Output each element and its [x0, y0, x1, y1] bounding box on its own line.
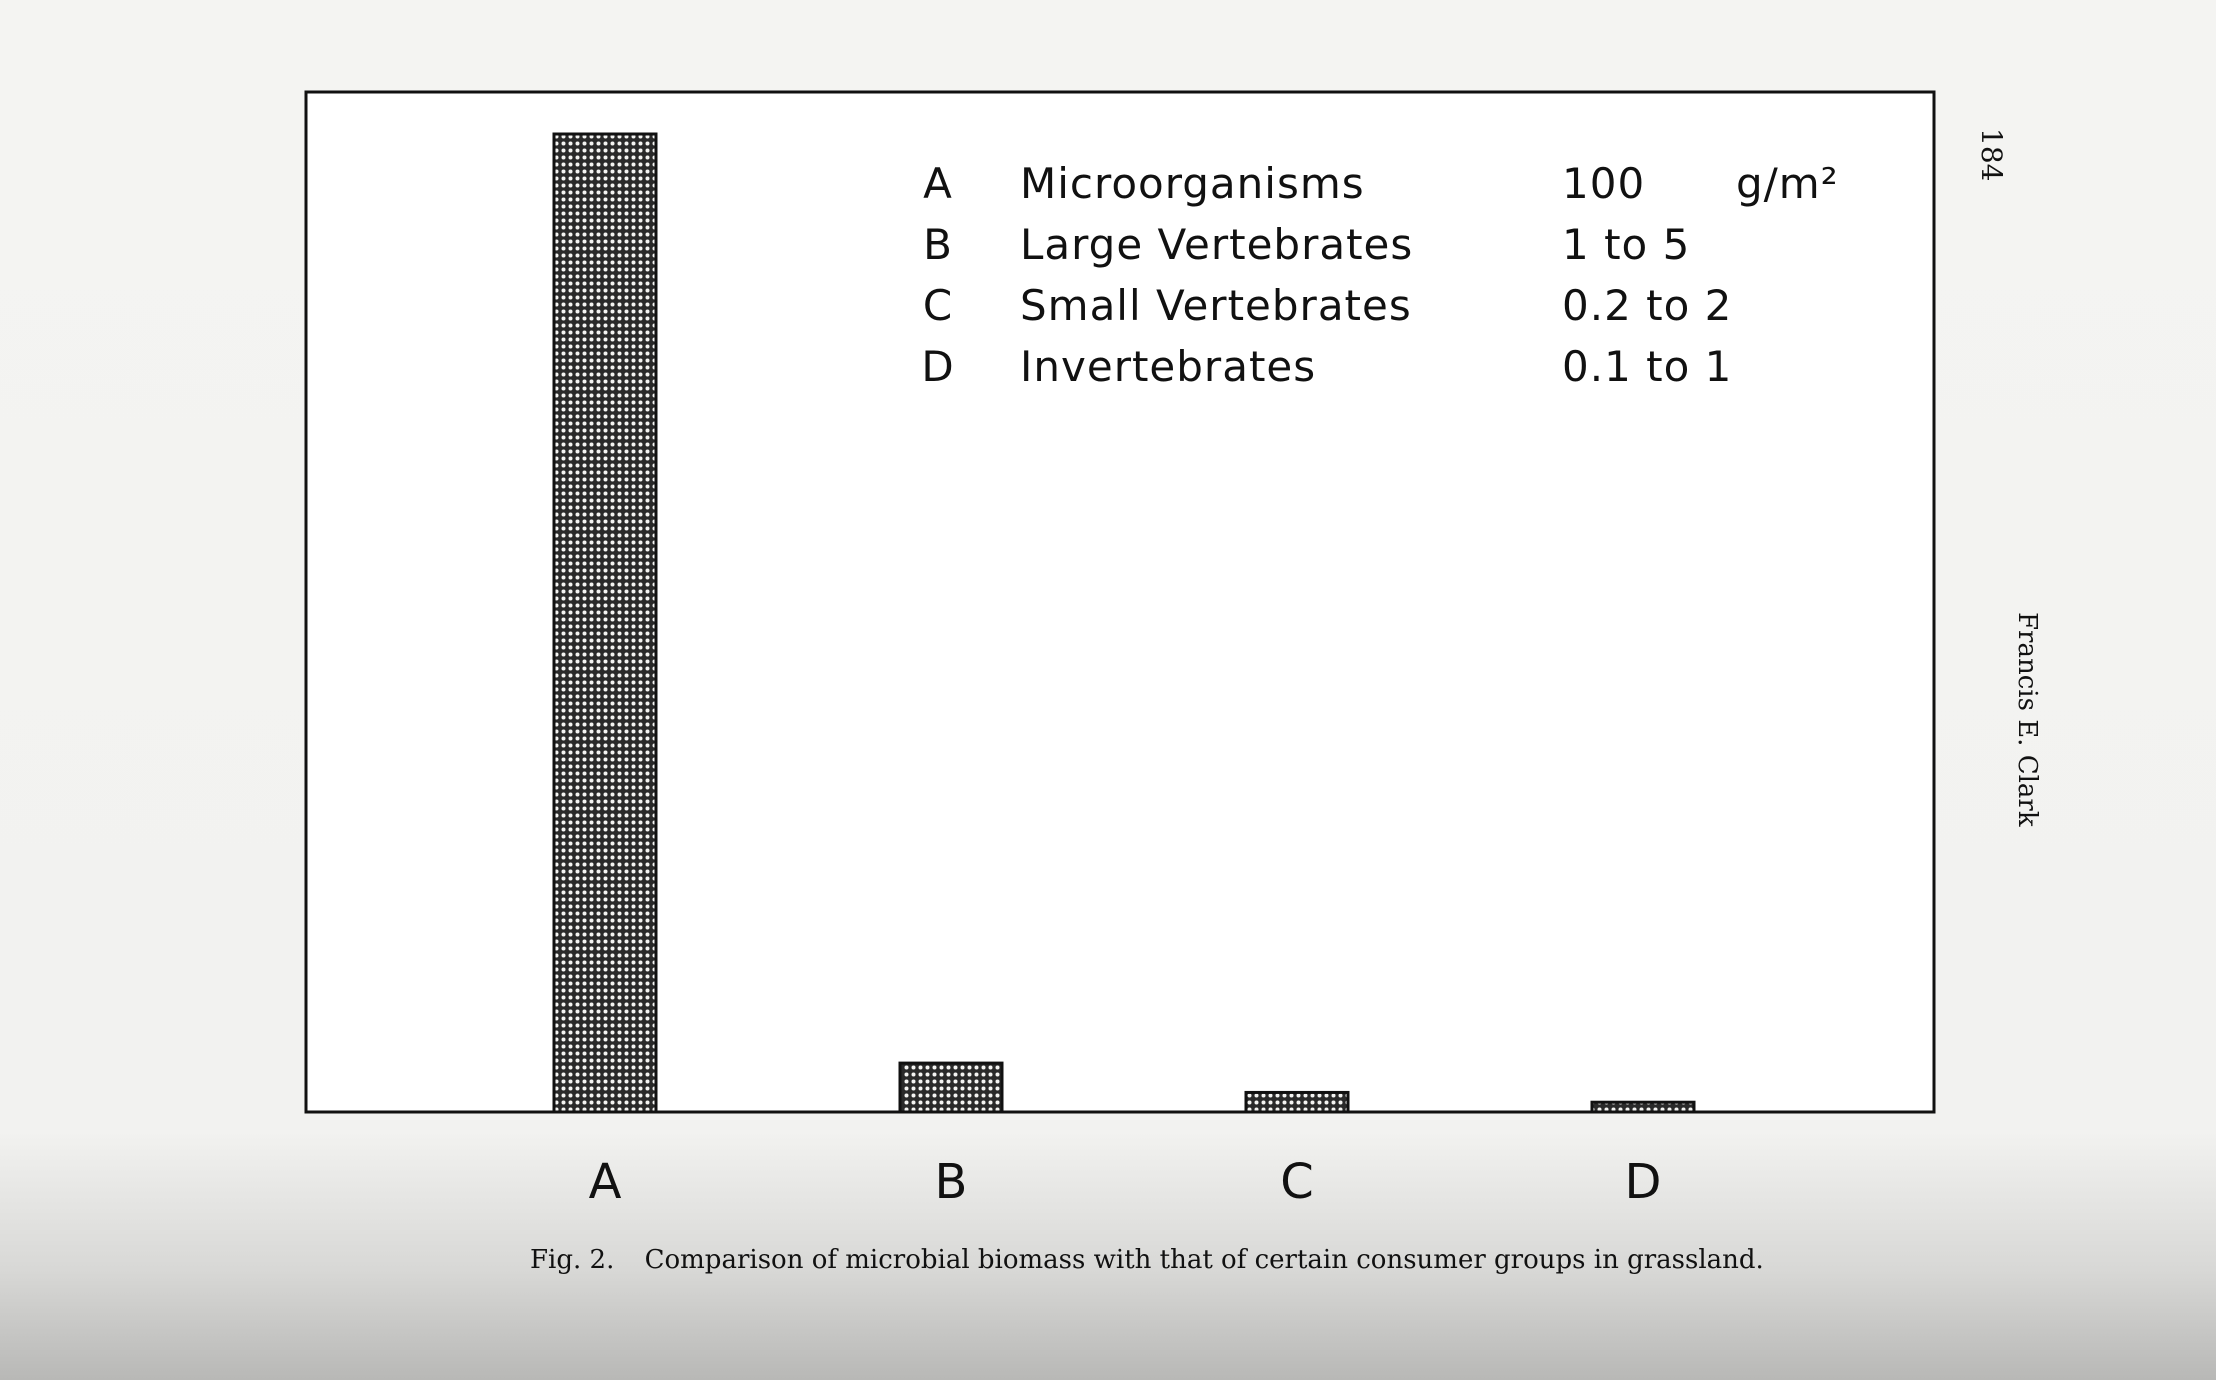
bar-A — [554, 134, 656, 1112]
legend-value-A: 100 — [1562, 159, 1646, 208]
legend-key-B: B — [923, 220, 953, 269]
legend-key-A: A — [923, 159, 953, 208]
legend-name-D: Invertebrates — [1020, 342, 1317, 391]
legend-name-B: Large Vertebrates — [1020, 220, 1414, 269]
running-head-author: Francis E. Clark — [2012, 612, 2042, 827]
legend-value-B: 1 to 5 — [1562, 220, 1691, 269]
figure-number: Fig. 2. — [530, 1245, 615, 1275]
legend-value-D: 0.1 to 1 — [1562, 342, 1733, 391]
legend-unit-A: g/m² — [1736, 159, 1839, 208]
bar-D — [1592, 1102, 1694, 1112]
bar-C — [1246, 1092, 1348, 1112]
category-label-B: B — [934, 1154, 968, 1210]
category-label-D: D — [1624, 1154, 1662, 1210]
legend-key-C: C — [922, 281, 954, 330]
bar-B — [900, 1063, 1002, 1112]
category-label-C: C — [1280, 1154, 1314, 1210]
category-labels-group — [589, 1154, 1662, 1210]
legend-name-A: Microorganisms — [1020, 159, 1365, 208]
page-number: 184 — [1975, 128, 2008, 182]
legend-value-C: 0.2 to 2 — [1562, 281, 1733, 330]
caption-text: Comparison of microbial biomass with that of certain consumer groups in grassland. — [644, 1245, 1764, 1275]
category-label-A: A — [588, 1154, 622, 1210]
legend-key-D: D — [921, 342, 955, 391]
figure-caption — [530, 1245, 1764, 1275]
legend-name-C: Small Vertebrates — [1020, 281, 1412, 330]
